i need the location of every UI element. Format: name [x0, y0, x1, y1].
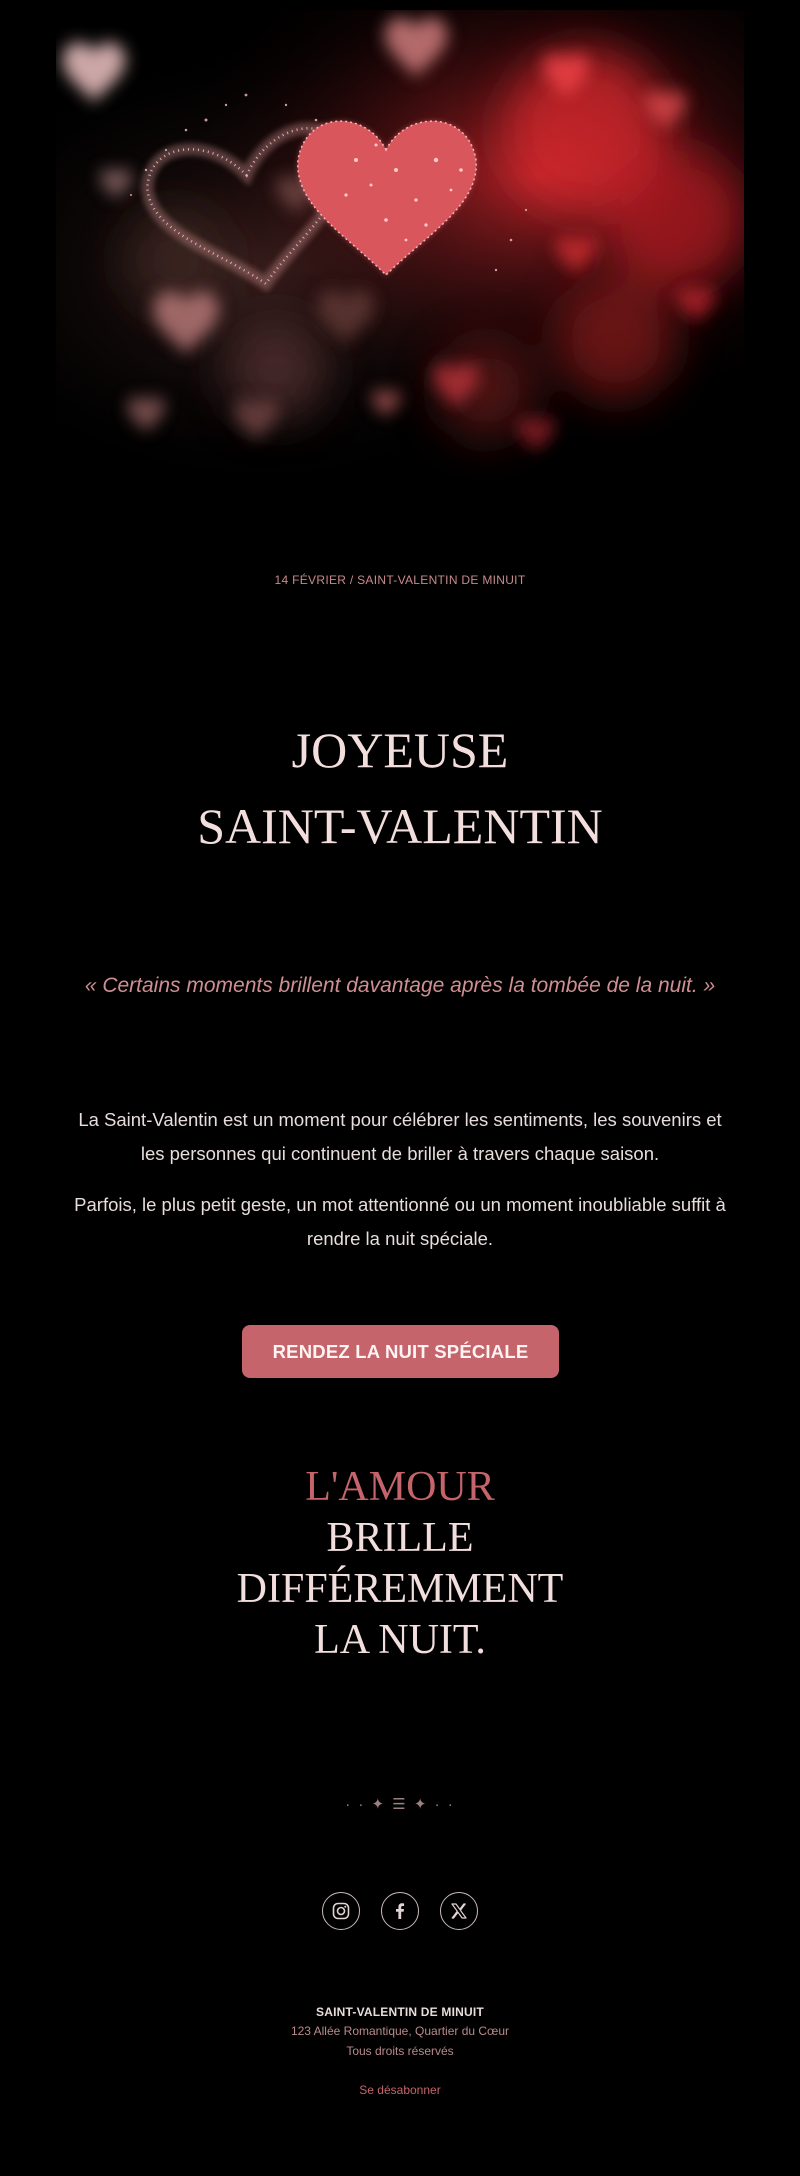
headline-line-2: SAINT-VALENTIN	[197, 798, 603, 854]
footer-brand: SAINT-VALENTIN DE MINUIT	[316, 2005, 484, 2019]
tagline	[0, 1462, 800, 1666]
headline-line-1: JOYEUSE	[291, 722, 509, 778]
tagline-accent: L'AMOUR	[305, 1464, 495, 1510]
footer	[0, 2003, 800, 2099]
tagline-line-4: LA NUIT.	[314, 1617, 486, 1663]
footer-rights: Tous droits réservés	[346, 2044, 454, 2058]
unsubscribe-link[interactable]: Se désabonner	[359, 2083, 441, 2097]
headline	[0, 712, 800, 864]
tagline-line-3: DIFFÉREMMENT	[236, 1566, 564, 1612]
ornament-divider: · · ✦ ☰ ✦ · ·	[345, 1796, 455, 1813]
dateline: 14 FÉVRIER / SAINT-VALENTIN DE MINUIT	[274, 573, 526, 587]
facebook-icon[interactable]	[381, 1892, 419, 1930]
quote: « Certains moments brillent davantage après la tombée de la nuit. »	[84, 974, 716, 997]
footer-address: 123 Allée Romantique, Quartier du Cœur	[290, 2024, 510, 2038]
body-paragraph-1: La Saint-Valentin est un moment pour célébrer les sentiments, les souvenirs et les personnes qui continuent de briller à travers chaque saison.	[78, 1109, 722, 1164]
hearts-bokeh-image	[56, 10, 744, 480]
x-icon[interactable]	[440, 1892, 478, 1930]
tagline-line-2: BRILLE	[326, 1515, 474, 1561]
social-links	[322, 1892, 478, 1932]
body-paragraph-2: Parfois, le plus petit geste, un mot attentionné ou un moment inoubliable suffit à rendre la nuit spéciale.	[74, 1194, 726, 1249]
instagram-icon[interactable]	[322, 1892, 360, 1930]
hero-image	[56, 10, 744, 480]
cta-button[interactable]: RENDEZ LA NUIT SPÉCIALE	[242, 1325, 559, 1378]
